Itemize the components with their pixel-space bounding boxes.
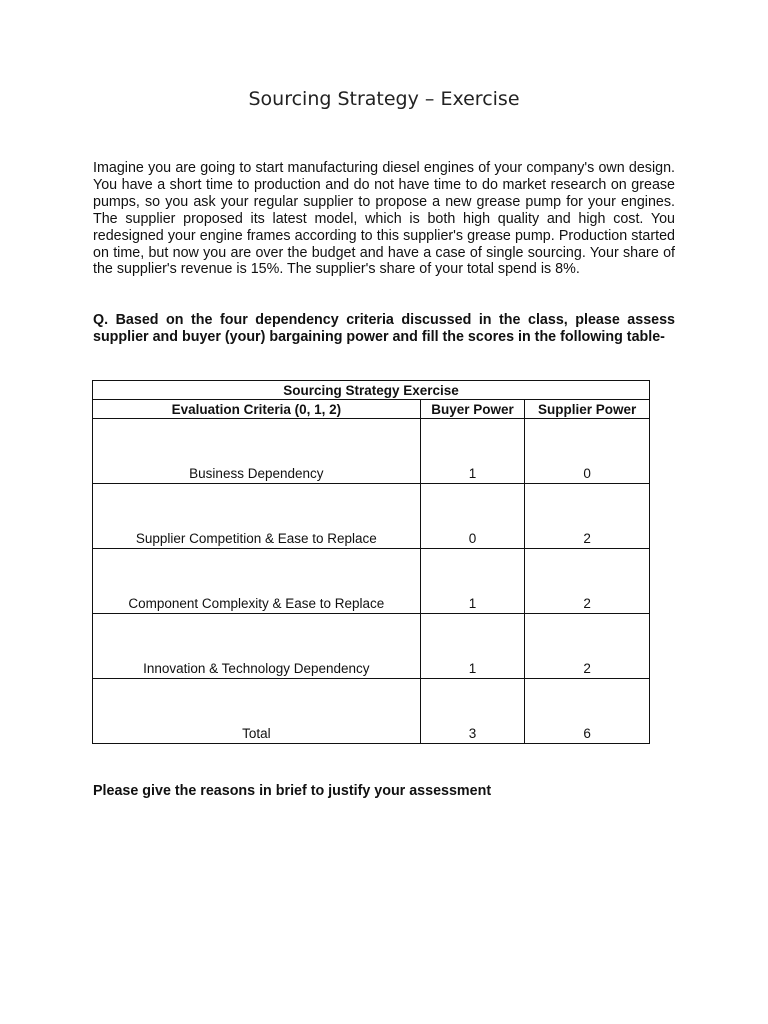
criteria-cell: Total — [93, 679, 421, 744]
criteria-cell: Business Dependency — [93, 419, 421, 484]
supplier-score-cell: 6 — [525, 679, 650, 744]
header-criteria: Evaluation Criteria (0, 1, 2) — [93, 400, 421, 419]
header-buyer-power: Buyer Power — [420, 400, 525, 419]
buyer-score-cell: 1 — [420, 419, 525, 484]
supplier-score-cell: 2 — [525, 484, 650, 549]
criteria-cell: Supplier Competition & Ease to Replace — [93, 484, 421, 549]
supplier-score-cell: 0 — [525, 419, 650, 484]
page-title: Sourcing Strategy – Exercise — [248, 88, 520, 110]
table-header-row — [93, 400, 650, 419]
buyer-score-cell: 1 — [420, 549, 525, 614]
table-caption-row — [93, 381, 650, 400]
buyer-score-cell: 3 — [420, 679, 525, 744]
criteria-cell: Component Complexity & Ease to Replace — [93, 549, 421, 614]
table-row-total — [93, 679, 650, 744]
intro-paragraph: Imagine you are going to start manufacturing diesel engines of your company's own design. You have a short time to production and do not have time to do market research on grease pumps, so you ask your regular supplier to propose a new grease pump for your engines. The supplier proposed its latest model, which is both high quality and high cost. You redesigned your engine frames according to this supplier's grease pump. Production started on time, but now you are over the budget and have a case of single sourcing. Your share of the supplier's revenue is 15%. The supplier's share of your total spend is 8%. — [93, 160, 675, 278]
table-caption: Sourcing Strategy Exercise — [93, 381, 650, 400]
buyer-score-cell: 0 — [420, 484, 525, 549]
header-supplier-power: Supplier Power — [525, 400, 650, 419]
justification-prompt: Please give the reasons in brief to justify your assessment — [93, 783, 492, 799]
supplier-score-cell: 2 — [525, 614, 650, 679]
table-row — [93, 484, 650, 549]
question-paragraph: Q. Based on the four dependency criteria discussed in the class, please assess supplier and buyer (your) bargaining power and fill the scores in the following table- — [93, 312, 675, 345]
table-row — [93, 549, 650, 614]
supplier-score-cell: 2 — [525, 549, 650, 614]
table-row — [93, 419, 650, 484]
buyer-score-cell: 1 — [420, 614, 525, 679]
assessment-table — [92, 380, 650, 744]
table-row — [93, 614, 650, 679]
criteria-cell: Innovation & Technology Dependency — [93, 614, 421, 679]
